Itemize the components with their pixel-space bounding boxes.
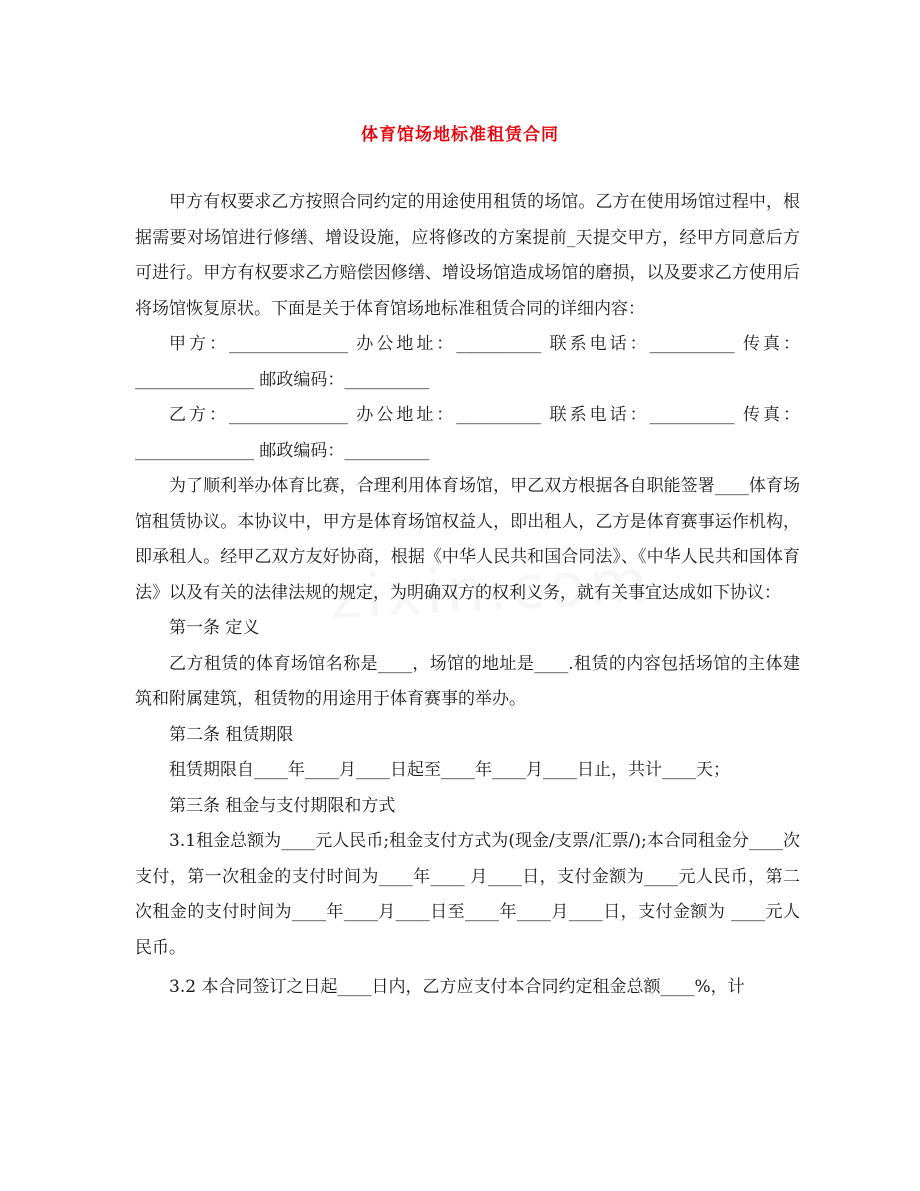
clause-3-2: 3.2 本合同签订之日起____日内，乙方应支付本合同约定租金总额____%，计 <box>169 977 745 997</box>
party-a-info: 甲方：______________ 办公地址：__________ 联系电话：__________ 传真：______________ 邮政编码：__________ <box>135 334 800 390</box>
party-b-info: 乙方：______________ 办公地址：__________ 联系电话：__________ 传真：______________ 邮政编码：__________ <box>135 405 800 461</box>
document-title: 体育馆场地标准租赁合同 <box>361 125 559 145</box>
intro-paragraph: 甲方有权要求乙方按照合同约定的用途使用租赁的场馆。乙方在使用场馆过程中，根据需要对场馆进行修缮、增设设施，应将修改的方案提前_天提交甲方，经甲方同意后方可进行。甲方有权要求乙方赔偿因修缮、增设场馆造成场馆的磨损，以及要求乙方使用后将场馆恢复原状。下面是关于体育馆场地标准租赁合同的详细内容： <box>135 192 800 319</box>
article-2-text: 租赁期限自____年____月____日起至____年____月____日止，共计____天； <box>169 760 730 780</box>
article-3-heading: 第三条 租金与支付期限和方式 <box>169 795 396 816</box>
clause-3-1: 3.1租金总额为____元人民币;租金支付方式为(现金/支票/汇票/);本合同租金分____次支付，第一次租金的支付时间为____年____ 月____日，支付金额为____元人民币，第二次租金的支付时间为____年____月____日至____年____月____日，支付金额为 ____元人民币。 <box>135 831 800 958</box>
article-2-heading: 第二条 租赁期限 <box>169 724 294 745</box>
preamble-paragraph: 为了顺利举办体育比赛，合理利用体育场馆，甲乙双方根据各自职能签署____体育场馆租赁协议。本协议中，甲方是体育场馆权益人，即出租人，乙方是体育赛事运作机构，即承租人。经甲乙双方友好协商，根据《中华人民共和国合同法》、《中华人民共和国体育法》以及有关的法律法规的规定，为明确双方的权利义务，就有关事宜达成如下协议： <box>135 476 800 603</box>
article-1-heading: 第一条 定义 <box>169 618 260 638</box>
article-1-text: 乙方租赁的体育场馆名称是____，场馆的地址是____.租赁的内容包括场馆的主体建筑和附属建筑，租赁物的用途用于体育赛事的举办。 <box>135 653 800 709</box>
document-body <box>135 185 800 1006</box>
